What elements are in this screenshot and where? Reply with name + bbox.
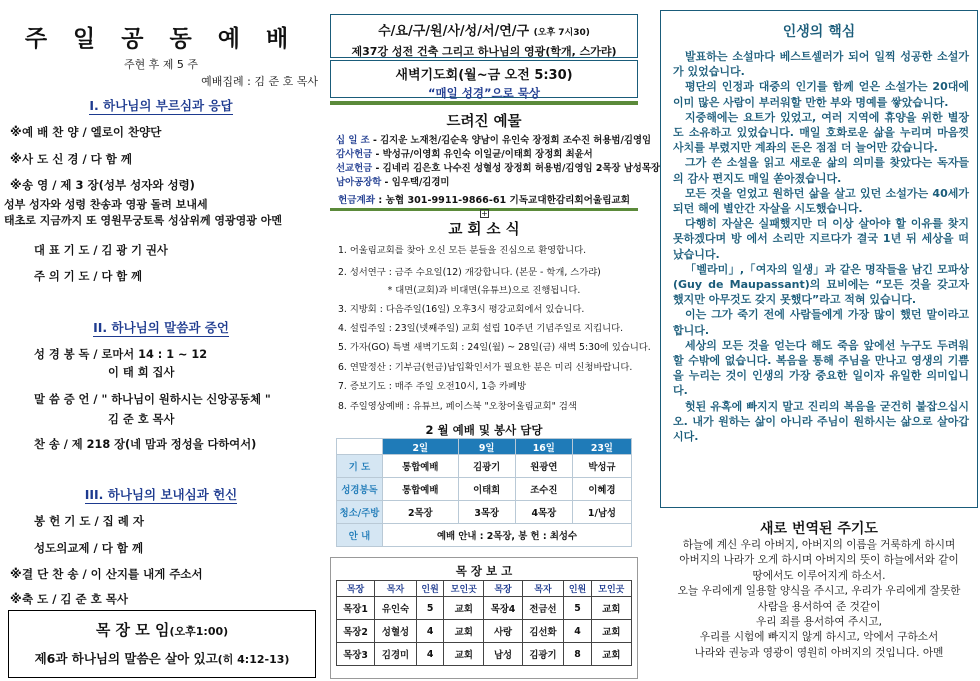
news-item: 7. 증보기도 : 매주 주일 오전10시, 1층 카페방 bbox=[338, 381, 527, 392]
order-item-hymn: 찬 송 / 제 218 장(네 맘과 정성을 다하여서) bbox=[34, 438, 257, 451]
paragraph: 헛된 유혹에 빠지지 말고 진리의 복음을 굳건히 붙잡으십시오. 내가 원하는 삶이 아니라 주님이 원하시는 삶으로 살아갑시다. bbox=[673, 399, 969, 444]
divider bbox=[330, 101, 638, 105]
column-header: 인원 bbox=[564, 581, 591, 597]
worship-order-column bbox=[0, 0, 322, 681]
wednesday-study-subtitle: 제37강 성전 건축 그리고 하나님의 영광(학개, 스가랴) bbox=[351, 45, 617, 58]
scripture-reader: 이 태 희 집사 bbox=[108, 366, 175, 379]
worship-leader: 예배집례 : 김 준 호 목사 bbox=[201, 75, 318, 88]
table-cell: 교회 bbox=[444, 643, 484, 666]
news-item: 6. 연말정산 : 기부금(헌금)납입확인서가 필요한 분은 미리 신청바랍니다. bbox=[338, 362, 633, 373]
devotional-box bbox=[660, 10, 978, 508]
table-cell: 목장4 bbox=[484, 597, 522, 620]
offering-scholarship: 남아공장학 - 임우택/김경미 bbox=[336, 177, 450, 188]
devotional-column bbox=[660, 0, 978, 681]
table-row bbox=[337, 581, 632, 597]
prayer-line: 나라와 권능과 영광이 영원히 아버지의 것입니다. 아멘 bbox=[694, 646, 944, 659]
paragraph: 평단의 인정과 대중의 인기를 함께 얻은 소설가는 20대에 이미 많은 사람이 부러워할 만한 부와 명예를 쌓았습니다. bbox=[673, 80, 969, 109]
prayer-line: 우리 죄를 용서하여 주시고, bbox=[755, 616, 883, 629]
lords-prayer-text bbox=[660, 538, 978, 661]
paragraph: 그가 쓴 소설을 읽고 새로운 삶의 의미를 찾았다는 독자들의 감사 편지도 매일 쏟아졌습니다. bbox=[673, 156, 969, 185]
order-item-fellowship: 성도의교제 / 다 함 께 bbox=[34, 541, 144, 555]
table-cell: 4 bbox=[416, 643, 443, 666]
column-header: 목장 bbox=[484, 581, 522, 597]
pastoral-meeting-lesson: 제6과 하나님의 말씀은 살아 있고(히 4:12-13) bbox=[34, 651, 290, 666]
order-item-sermon: 말 씀 증 언 / " 하나님이 원하시는 신앙공동체 " bbox=[34, 393, 271, 406]
offering-mission: 선교헌금 - 김네리 김은호 나수진 성혈성 장정희 허용범/김영임 2목장 남성목장 bbox=[336, 163, 660, 174]
column-header: 인원 bbox=[416, 581, 443, 597]
news-item: 1. 어울림교회를 찾아 오신 모든 분들을 진심으로 환영합니다. bbox=[338, 245, 587, 256]
table-row bbox=[337, 597, 632, 620]
table-cell: 전금선 bbox=[522, 597, 564, 620]
table-cell: 성혈성 bbox=[375, 620, 417, 643]
table-cell: 남성 bbox=[484, 643, 522, 666]
table-row bbox=[337, 439, 632, 455]
stand-mark: ※ bbox=[10, 152, 22, 166]
duty-date: 9일 bbox=[458, 439, 515, 455]
paragraph: 세상의 모든 것을 얻는다 해도 죽음 앞에선 누구도 두려워할 수밖에 없습니다. 복음을 통해 주님을 만나고 영생의 기쁨을 누리는 것이 인생의 가장 중요한 일이자 유일한 의미입니다. bbox=[673, 338, 969, 398]
prayer-line: 땅에서도 이루어지게 하소서. bbox=[752, 569, 886, 582]
table-row bbox=[337, 620, 632, 643]
table-cell: 교회 bbox=[591, 643, 631, 666]
offering-account: 헌금계좌 : 농협 301-9911-9866-61 기독교대한감리회어울림교회 bbox=[337, 195, 630, 206]
table-row bbox=[337, 478, 632, 501]
table-cell: 유인숙 bbox=[375, 597, 417, 620]
table-cell: 통합예배 bbox=[383, 455, 459, 478]
dawn-prayer-box bbox=[330, 60, 638, 98]
dawn-prayer-subtitle: “매일 성경”으로 묵상 bbox=[428, 86, 540, 100]
pastor-report-title: 목 장 보 고 bbox=[455, 564, 513, 578]
news-item: 8. 주일영상예배 : 유튜브, 페이스북 "오창어울림교회" 검색 bbox=[338, 401, 577, 412]
section-heading-sending: III. 하나님의 보내심과 헌신 bbox=[84, 487, 238, 502]
section-heading-calling: I. 하나님의 부르심과 응답 bbox=[89, 98, 233, 113]
duty-row-label: 안 내 bbox=[337, 524, 383, 547]
table-cell: 교회 bbox=[591, 597, 631, 620]
table-row bbox=[337, 643, 632, 666]
duty-table bbox=[336, 438, 632, 547]
prayer-line: 우리를 시험에 빠지지 않게 하시고, 악에서 구하소서 bbox=[699, 631, 939, 644]
week-label: 주현 후 제 5 주 bbox=[123, 58, 199, 71]
offering-tithe: 십 일 조 - 김지운 노재천/김순옥 양남이 유인숙 장정희 조수진 허용범/김영임 bbox=[336, 135, 652, 146]
order-item-doxology: ※송 영 / 제 3 장(성부 성자와 성령) bbox=[10, 178, 195, 192]
offering-thanks: 감사헌금 - 박성규/이영희 유인숙 이일균/이태희 장정희 최윤서 bbox=[336, 149, 593, 160]
table-cell: 2목장 bbox=[383, 501, 459, 524]
duty-date: 2일 bbox=[383, 439, 459, 455]
table-cell: 김광기 bbox=[522, 643, 564, 666]
table-cell: 김광기 bbox=[458, 455, 515, 478]
duty-date: 16일 bbox=[515, 439, 572, 455]
stand-mark: ※ bbox=[10, 178, 22, 192]
order-item-offering-prayer: 봉 헌 기 도 / 집 례 자 bbox=[34, 514, 144, 528]
news-item: 3. 지방회 : 다음주일(16일) 오후3시 평강교회에서 있습니다. bbox=[338, 304, 585, 315]
news-item-note: * 대면(교회)과 비대면(유튜브)으로 진행됩니다. bbox=[387, 285, 581, 296]
table-cell: 교회 bbox=[444, 597, 484, 620]
table-cell: 4목장 bbox=[515, 501, 572, 524]
table-row bbox=[337, 455, 632, 478]
table-cell: 목장1 bbox=[337, 597, 375, 620]
table-cell: 원광연 bbox=[515, 455, 572, 478]
order-item-lords-prayer: 주 의 기 도 / 다 함 께 bbox=[34, 270, 143, 283]
lords-prayer-title: 새로 번역된 주기도 bbox=[760, 521, 878, 537]
plus-icon: + bbox=[481, 209, 488, 218]
table-cell: 3목장 bbox=[458, 501, 515, 524]
table-cell: 김선화 bbox=[522, 620, 564, 643]
paragraph: 지중해에는 요트가 있었고, 여러 지역에 휴양을 위한 별장도 소유하고 있었습니다. 매일 호화로운 삶을 누리며 마음껏 사치를 부렸지만 계좌의 돈은 점점 더 늘어만 갔습니다. bbox=[673, 110, 969, 155]
table-cell: 통합예배 bbox=[383, 478, 459, 501]
table-cell: 교회 bbox=[444, 620, 484, 643]
stand-mark: ※ bbox=[10, 592, 22, 606]
duty-notice: 예배 안내 : 2목장, 봉 헌 : 최성수 bbox=[383, 524, 632, 547]
paragraph: 다행히 자살은 실패했지만 더 이상 살아야 할 이유를 찾지 못하겠다며 방 에서 소리만 지르다가 결국 1년 뒤 세상을 떠났습니다. bbox=[673, 217, 969, 261]
table-cell: 8 bbox=[564, 643, 591, 666]
table-cell: 조수진 bbox=[515, 478, 572, 501]
table-cell: 4 bbox=[416, 620, 443, 643]
column-header: 목자 bbox=[375, 581, 417, 597]
table-cell: 1/남성 bbox=[572, 501, 631, 524]
table-cell: 사랑 bbox=[484, 620, 522, 643]
devotional-text bbox=[673, 49, 969, 444]
stand-mark: ※ bbox=[10, 567, 22, 581]
column-header: 목장 bbox=[337, 581, 375, 597]
table-cell: 5 bbox=[416, 597, 443, 620]
table-cell: 이혜경 bbox=[572, 478, 631, 501]
news-item: 5. 가자(GO) 특별 새벽기도회 : 24일(월) ~ 28일(금) 새벽 5:30에 있습니다. bbox=[338, 342, 651, 353]
order-item-representative-prayer: 대 표 기 도 / 김 광 기 권사 bbox=[34, 244, 168, 257]
table-cell: 김경미 bbox=[375, 643, 417, 666]
duty-title: 2 월 예배 및 봉사 담당 bbox=[425, 423, 543, 437]
news-item: 2. 성서연구 : 금주 수요일(12) 개강합니다. (본문 - 학개, 스가랴) bbox=[338, 267, 601, 278]
pastoral-meeting-box bbox=[8, 610, 316, 678]
column-header: 모인곳 bbox=[591, 581, 631, 597]
preacher: 김 준 호 목사 bbox=[108, 413, 175, 426]
paragraph: 모든 것을 얻었고 원하던 삶을 살고 있던 소설가는 40세가 되던 해에 별안간 자살을 시도했습니다. bbox=[673, 186, 969, 216]
devotional-title: 인생의 핵심 bbox=[782, 24, 856, 40]
duty-date: 23일 bbox=[572, 439, 631, 455]
table-corner bbox=[337, 439, 383, 455]
announcements-column bbox=[330, 0, 660, 681]
offering-heading: 드려진 예물 bbox=[446, 114, 522, 130]
column-header: 목자 bbox=[522, 581, 564, 597]
table-cell: 목장3 bbox=[337, 643, 375, 666]
page-title: 주 일 공 동 예 배 bbox=[24, 26, 298, 52]
table-cell: 이태희 bbox=[458, 478, 515, 501]
prayer-line: 하늘에 계신 우리 아버지, 아버지의 이름을 거룩하게 하시며 bbox=[682, 539, 956, 551]
doxology-lyric: 태초로 지금까지 또 영원무궁토록 성삼위께 영광영광 아멘 bbox=[4, 214, 282, 227]
table-row bbox=[337, 524, 632, 547]
order-item-scripture: 성 경 봉 독 / 로마서 14 : 1 ~ 12 bbox=[34, 348, 208, 361]
pastor-report-table bbox=[336, 580, 632, 666]
table-cell: 5 bbox=[564, 597, 591, 620]
duty-row-label: 성경봉독 bbox=[337, 478, 383, 501]
doxology-lyric: 성부 성자와 성령 찬송과 영광 돌려 보내세 bbox=[4, 198, 208, 211]
prayer-line: 사람을 용서하여 준 것같이 bbox=[757, 600, 881, 613]
paragraph: 발표하는 소설마다 베스트셀러가 되어 일찍 성공한 소설가가 있었습니다. bbox=[673, 50, 969, 79]
wednesday-study-title: 수/요/구/원/사/성/서/연/구 (오후 7시30) bbox=[378, 24, 590, 39]
pastoral-meeting-title: 목 장 모 임(오후1:00) bbox=[95, 621, 229, 639]
stand-mark: ※ bbox=[10, 125, 22, 139]
news-item: 4. 설립주일 : 23일(넷째주일) 교회 설립 10주년 기념주일로 지킵니다. bbox=[338, 323, 624, 334]
paragraph: 「벨라미」,「여자의 일생」과 같은 명작들을 남긴 모파상(Guy de Maupassant)의 묘비에는 “모든 것을 갖고자 했지만 아무것도 갖지 못했다”라고 적혀 있습니다. bbox=[673, 262, 969, 307]
table-cell: 박성규 bbox=[572, 455, 631, 478]
table-cell: 4 bbox=[564, 620, 591, 643]
news-heading: 교 회 소 식 bbox=[448, 222, 520, 238]
duty-row-label: 기 도 bbox=[337, 455, 383, 478]
column-header: 모인곳 bbox=[444, 581, 484, 597]
section-heading-word: II. 하나님의 말씀과 증언 bbox=[93, 320, 229, 335]
dawn-prayer-title: 새벽기도회(월~금 오전 5:30) bbox=[395, 68, 573, 83]
table-row bbox=[337, 501, 632, 524]
wednesday-study-box bbox=[330, 14, 638, 58]
duty-row-label: 청소/주방 bbox=[337, 501, 383, 524]
prayer-line: 오늘 우리에게 일용할 양식을 주시고, 우리가 우리에게 잘못한 bbox=[677, 585, 961, 598]
table-cell: 교회 bbox=[591, 620, 631, 643]
order-item-commitment-hymn: ※결 단 찬 송 / 이 산지를 내게 주소서 bbox=[10, 567, 203, 581]
order-item-benediction: ※축 도 / 김 준 호 목사 bbox=[10, 592, 128, 606]
paragraph: 이는 그가 죽기 전에 사람들에게 가장 많이 했던 말이라고 합니다. bbox=[673, 308, 969, 337]
prayer-line: 아버지의 나라가 오게 하시며 아버지의 뜻이 하늘에서와 같이 bbox=[679, 554, 959, 567]
table-cell: 목장2 bbox=[337, 620, 375, 643]
order-item-praise: ※예 배 찬 양 / 엘로이 찬양단 bbox=[10, 125, 162, 139]
order-item-creed: ※사 도 신 경 / 다 함 께 bbox=[10, 152, 132, 166]
